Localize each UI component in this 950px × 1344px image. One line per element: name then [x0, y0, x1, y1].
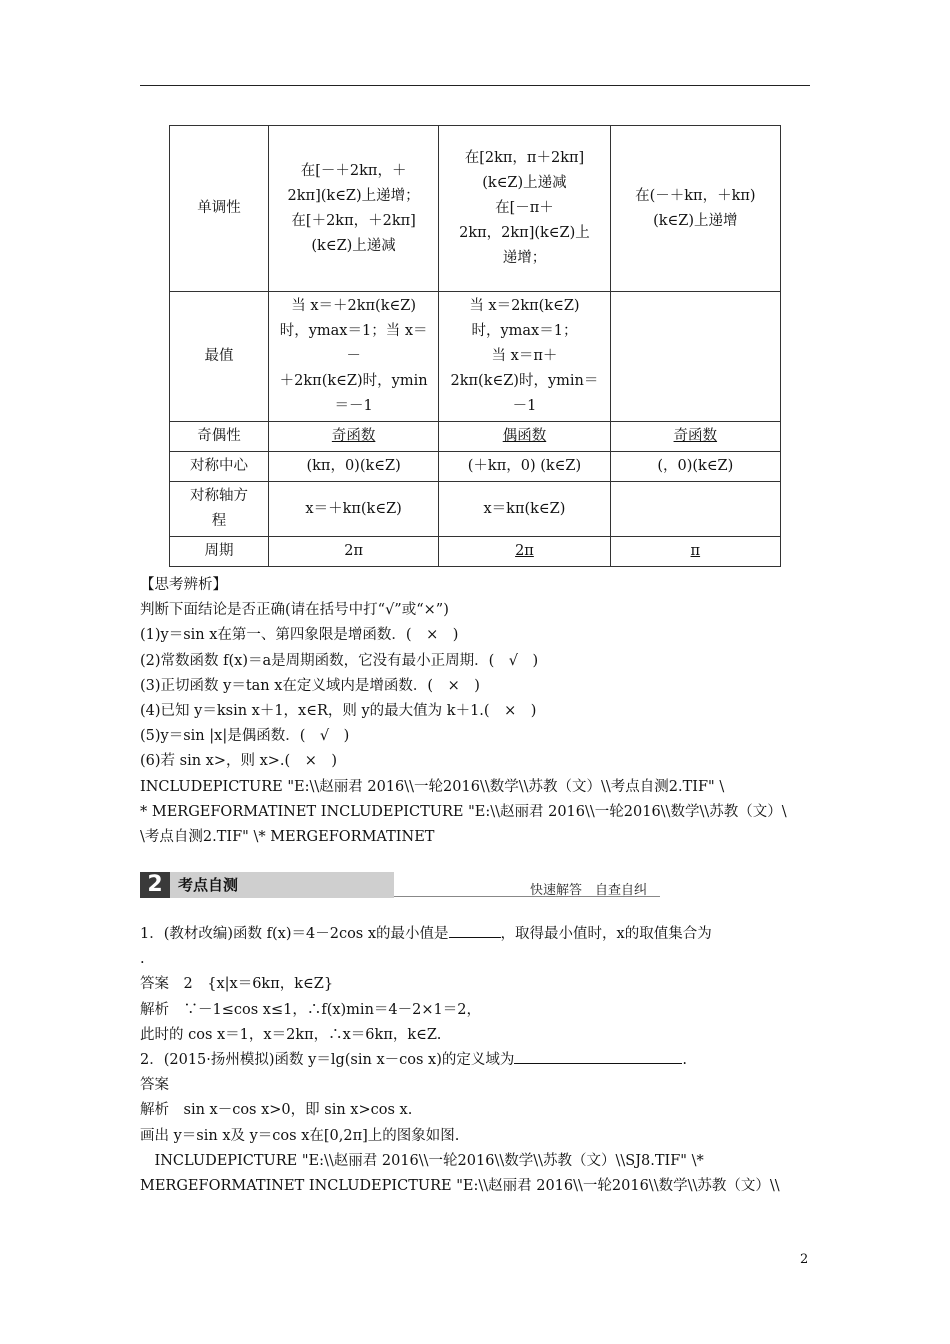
- section-title: 考点自测: [170, 872, 394, 898]
- answer-blank: [514, 1049, 682, 1064]
- think-line: (6)若 sin x>，则 x>.( × ): [140, 753, 338, 770]
- exercises: [140, 922, 812, 1199]
- q1-answer: 答案 2 {x|x＝6kπ，k∈Z}: [140, 976, 334, 993]
- section-header: [140, 872, 648, 900]
- row-label: 对称轴方 程: [170, 482, 269, 537]
- tan-cell: (，0)(k∈Z): [610, 452, 780, 482]
- q2-analysis-line: 画出 y＝sin x及 y＝cos x在[0,2π]上的图象如图.: [140, 1127, 460, 1144]
- tan-cell: π: [610, 537, 780, 567]
- think-section: [140, 573, 812, 850]
- think-line: * MERGEFORMATINET INCLUDEPICTURE "E:\\赵丽君 2016\\一轮2016\\数学\\苏教（文）\: [140, 803, 787, 820]
- table-row: [170, 126, 781, 292]
- cos-cell: 偶函数: [439, 422, 610, 452]
- row-label: 最值: [170, 292, 269, 422]
- page-number: 2: [800, 1252, 809, 1267]
- think-line: 判断下面结论是否正确(请在括号中打“√”或“×”): [140, 602, 449, 619]
- cos-cell: 当 x＝2kπ(k∈Z) 时，ymax＝1； 当 x＝π＋ 2kπ(k∈Z)时，ymin＝ －1: [439, 292, 610, 422]
- sin-cell: 当 x＝＋2kπ(k∈Z) 时，ymax＝1；当 x＝－ ＋2kπ(k∈Z)时，ymin ＝－1: [268, 292, 438, 422]
- tan-cell: [610, 482, 780, 537]
- think-line: (2)常数函数 f(x)＝a是周期函数，它没有最小正周期．( √ ): [140, 652, 539, 669]
- table-row: [170, 537, 781, 567]
- table-row: [170, 452, 781, 482]
- q2-include-line: INCLUDEPICTURE "E:\\赵丽君 2016\\一轮2016\\数学\\苏教（文）\\SJ8.TIF" \*: [140, 1152, 704, 1169]
- cos-cell: 在[2kπ，π＋2kπ] (k∈Z)上递减 在[－π＋ 2kπ，2kπ](k∈Z)上 递增；: [439, 126, 610, 292]
- sin-cell: 在[－＋2kπ，＋ 2kπ](k∈Z)上递增； 在[＋2kπ，＋2kπ] (k∈Z)上递减: [268, 126, 438, 292]
- q2-stem: 2．(2015·扬州模拟)函数 y＝lg(sin x－cos x)的定义域为 .: [140, 1048, 812, 1073]
- trig-properties-table: [169, 125, 781, 567]
- q1-analysis: 解析 ∵－1≤cos x≤1，∴f(x)min＝4－2×1＝2，: [140, 1001, 481, 1018]
- think-line: (4)已知 y＝ksin x＋1，x∈R，则 y的最大值为 k＋1.( × ): [140, 703, 537, 720]
- row-label: 周期: [170, 537, 269, 567]
- cos-cell: 2π: [439, 537, 610, 567]
- sin-cell: 2π: [268, 537, 438, 567]
- think-heading: 【思考辨析】: [140, 577, 227, 593]
- q1-stem: 1．(教材改编)函数 f(x)＝4－2cos x的最小值是 ，取得最小值时，x的取值集合为: [140, 922, 812, 947]
- table-row: [170, 422, 781, 452]
- row-label: 奇偶性: [170, 422, 269, 452]
- table-row: [170, 292, 781, 422]
- answer-blank: [449, 923, 501, 938]
- cos-cell: (＋kπ，0) (k∈Z): [439, 452, 610, 482]
- section-subtitle: 快速解答 自查自纠: [530, 883, 648, 898]
- think-line: (1)y＝sin x在第一、第四象限是增函数．( × ): [140, 627, 459, 644]
- think-line: (3)正切函数 y＝tan x在定义域内是增函数．( × ): [140, 677, 480, 694]
- q2-include-line: MERGEFORMATINET INCLUDEPICTURE "E:\\赵丽君 2016\\一轮2016\\数学\\苏教（文）\\: [140, 1178, 780, 1195]
- tan-cell: [610, 292, 780, 422]
- row-label: 对称中心: [170, 452, 269, 482]
- header-rule: [140, 85, 810, 86]
- tan-cell: 奇函数: [610, 422, 780, 452]
- q1-stem-end: .: [140, 951, 145, 968]
- think-line: \考点自测2.TIF" \* MERGEFORMATINET: [140, 829, 435, 846]
- q2-analysis: 解析 sin x－cos x>0，即 sin x>cos x.: [140, 1102, 413, 1119]
- cos-cell: x＝kπ(k∈Z): [439, 482, 610, 537]
- q1-analysis-line: 此时的 cos x＝1，x＝2kπ，∴x＝6kπ，k∈Z.: [140, 1026, 442, 1043]
- think-line: (5)y＝sin |x|是偶函数．( √ ): [140, 728, 350, 745]
- think-line: INCLUDEPICTURE "E:\\赵丽君 2016\\一轮2016\\数学\\苏教（文）\\考点自测2.TIF" \: [140, 778, 725, 795]
- q2-answer: 答案: [140, 1077, 169, 1094]
- tan-cell: 在(－＋kπ，＋kπ) (k∈Z)上递增: [610, 126, 780, 292]
- table-row: [170, 482, 781, 537]
- section-number: 2: [140, 872, 170, 898]
- sin-cell: (kπ，0)(k∈Z): [268, 452, 438, 482]
- sin-cell: 奇函数: [268, 422, 438, 452]
- sin-cell: x＝＋kπ(k∈Z): [268, 482, 438, 537]
- row-label: 单调性: [170, 126, 269, 292]
